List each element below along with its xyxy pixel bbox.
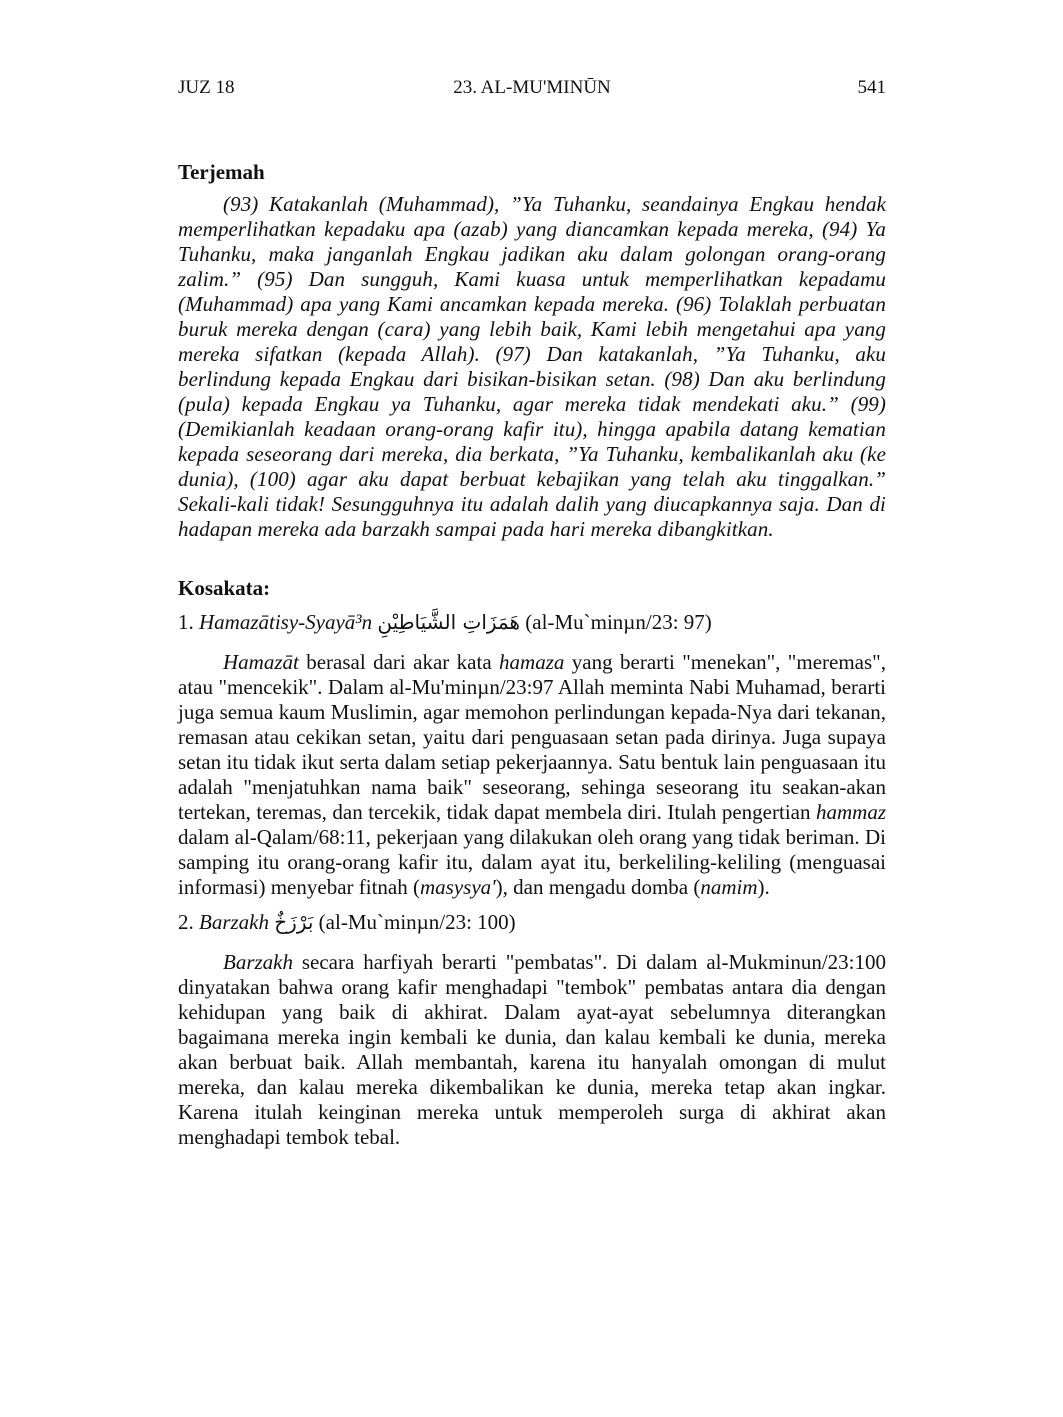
page-content	[178, 158, 886, 1150]
emphasis-word: namim	[700, 875, 758, 899]
vocab-reference: (al-Mu`minµn/23: 100)	[318, 910, 516, 934]
text-run: ), dan mengadu domba (	[495, 875, 701, 899]
vocab-number: 2.	[178, 910, 194, 934]
text-run: yang berarti "menekan", "meremas", atau "mencekik". Dalam al-Mu'minµn/23:97 Allah meminta Nabi Muhamad, berarti juga semua kaum Muslimin, agar memohon perlindungan kepada-Nya dari tekanan, remasan atau cekikan setan, yaitu dari penguasaan setan pada dirinya. Juga supaya setan itu tidak ikut serta dalam setiap pekerjaannya. Satu bentuk lain penguasaan itu adalah "menjatuhkan nama baik" seseorang, sehinga seseorang itu seakan-akan tertekan, teremas, dan tercekik, tidak dapat membela diri. Itulah pengertian	[178, 650, 886, 824]
surah-title: 23. AL-MU'MINŪN	[453, 77, 611, 98]
vocab-explanation-2	[178, 950, 886, 1150]
vocab-explanation-1	[178, 650, 886, 900]
vocab-arabic: هَمَزَاتِ الشَّيَاطِيْنِ	[377, 610, 521, 634]
text-run: berasal dari akar kata	[298, 650, 500, 674]
emphasis-word: hamaza	[499, 650, 565, 674]
kosakata-heading: Kosakata:	[178, 576, 271, 600]
emphasis-word: masysya'	[420, 875, 496, 899]
juz-label: JUZ 18	[178, 77, 235, 98]
emphasis-term: Barzakh	[223, 950, 293, 974]
text-run: ).	[757, 875, 770, 899]
emphasis-word: hammaz	[815, 800, 886, 824]
vocab-number: 1.	[178, 610, 194, 634]
text-run: secara harfiyah berarti "pembatas". Di dalam al-Mukminun/23:100 dinyatakan bahwa orang kafir menghadapi "tembok" pembatas antara dia dengan kehidupan yang baik di akhirat. Dalam ayat-ayat sebelumnya diterangkan bagaimana mereka ingin kembali ke dunia, dan kalau kembali ke dunia, mereka akan berbuat baik. Allah membantah, karena itu hanyalah omongan di mulut mereka, dan kalau mereka dikembalikan ke dunia, mereka tetap akan ingkar. Karena itulah keinginan mereka untuk memperoleh surga di akhirat akan menghadapi tembok tebal.	[178, 950, 886, 1149]
vocab-transliteration: Barzakh	[199, 910, 269, 934]
vocab-transliteration: Hamazātisy-Syayā³n	[199, 610, 373, 634]
vocab-reference: (al-Mu`minµn/23: 97)	[525, 610, 712, 634]
emphasis-term: Hamazāt	[223, 650, 299, 674]
page-number: 541	[857, 77, 886, 98]
terjemah-heading: Terjemah	[178, 160, 265, 184]
vocab-term-1	[178, 608, 886, 636]
vocab-term-2	[178, 908, 886, 936]
vocab-arabic: بَرْزَخٌ	[274, 910, 314, 934]
text-run: dalam al-Qalam/68:11, pekerjaan yang dilakukan oleh orang yang tidak beriman. Di samping itu orang-orang kafir itu, dalam ayat itu, berkeliling-keliling (menguasai informasi) menyebar fitnah (	[178, 825, 886, 899]
terjemah-text: (93) Katakanlah (Muhammad), ”Ya Tuhanku, seandainya Engkau hendak memperlihatkan kepadaku apa (azab) yang diancamkan kepada mereka, (94) Ya Tuhanku, maka janganlah Engkau jadikan aku dalam golongan orang-orang zalim.” (95) Dan sungguh, Kami kuasa untuk memperlihatkan kepadamu (Muhammad) apa yang Kami ancamkan kepada mereka. (96) Tolaklah perbuatan buruk mereka dengan (cara) yang lebih baik, Kami lebih mengetahui apa yang mereka sifatkan (kepada Allah). (97) Dan katakanlah, ”Ya Tuhanku, aku berlindung kepada Engkau dari bisikan-bisikan setan. (98) Dan aku berlindung (pula) kepada Engkau ya Tuhanku, agar mereka tidak mendekati aku.” (99) (Demikianlah keadaan orang-orang kafir itu), hingga apabila datang kematian kepada seseorang dari mereka, dia berkata, ”Ya Tuhanku, kembalikanlah aku (ke dunia), (100) agar aku dapat berbuat kebajikan yang telah aku tinggalkan.” Sekali-kali tidak! Sesungguhnya itu adalah dalih yang diucapkannya saja. Dan di hadapan mereka ada barzakh sampai pada hari mereka dibangkitkan.	[178, 192, 886, 541]
